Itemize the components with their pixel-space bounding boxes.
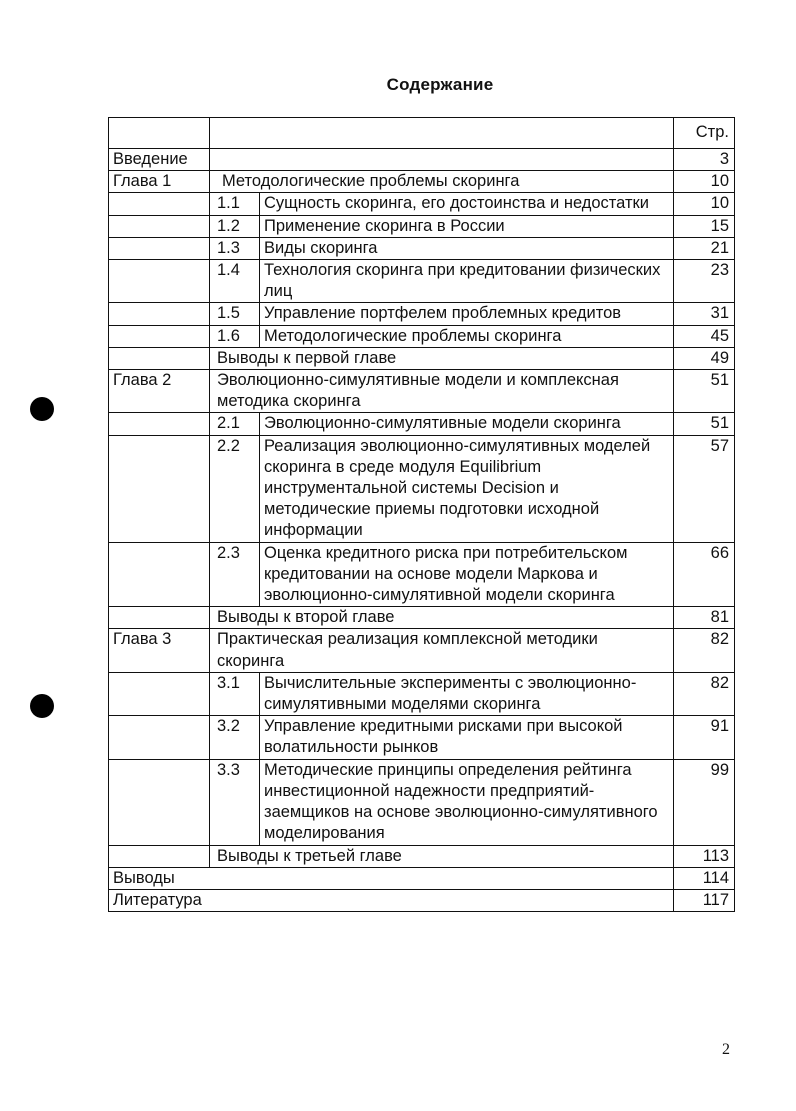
section-title: Оценка кредитного риска при потребительском кредитовании на основе модели Маркова и эволюционно-симулятивной модели скоринга xyxy=(260,542,674,607)
section-title: Эволюционно-симулятивные модели скоринга xyxy=(260,413,674,435)
toc-row-chapter-3 xyxy=(109,629,735,672)
section-number: 3.3 xyxy=(210,759,260,845)
chapter-conclusions-title: Выводы к второй главе xyxy=(210,607,674,629)
chapter-conclusions-page: 49 xyxy=(674,347,735,369)
section-page: 99 xyxy=(674,759,735,845)
chapter-1-title: Методологические проблемы скоринга xyxy=(210,171,674,193)
section-number: 2.2 xyxy=(210,435,260,542)
toc-row-section-3-1 xyxy=(109,672,735,715)
section-number: 3.2 xyxy=(210,716,260,759)
toc-row-section-1-5 xyxy=(109,303,735,325)
section-number: 3.1 xyxy=(210,672,260,715)
toc-row-section-1-1 xyxy=(109,193,735,215)
chapter-2-label: Глава 2 xyxy=(109,370,210,413)
section-page: 23 xyxy=(674,260,735,303)
chapter-3-page: 82 xyxy=(674,629,735,672)
toc-row-chapter-1-conclusions xyxy=(109,347,735,369)
toc-row-section-1-2 xyxy=(109,215,735,237)
section-title: Технология скоринга при кредитовании физических лиц xyxy=(260,260,674,303)
chapter-1-label: Глава 1 xyxy=(109,171,210,193)
toc-row-section-2-2 xyxy=(109,435,735,542)
toc-row-section-2-1 xyxy=(109,413,735,435)
section-page: 91 xyxy=(674,716,735,759)
toc-row-conclusions xyxy=(109,867,735,889)
toc-row-section-1-3 xyxy=(109,237,735,259)
toc-header-row xyxy=(109,118,735,149)
table-of-contents xyxy=(108,117,734,912)
toc-row-section-1-6 xyxy=(109,325,735,347)
toc-row-chapter-2-conclusions xyxy=(109,607,735,629)
section-title: Вычислительные эксперименты с эволюционно-симулятивными моделями скоринга xyxy=(260,672,674,715)
binder-hole xyxy=(30,694,54,718)
binder-hole xyxy=(30,397,54,421)
toc-row-chapter-2 xyxy=(109,370,735,413)
section-title: Реализация эволюционно-симулятивных моделей скоринга в среде модуля Equilibrium инструментальной системы Decision и методические приемы подготовки исходной информации xyxy=(260,435,674,542)
section-number: 1.3 xyxy=(210,237,260,259)
section-title: Применение скоринга в России xyxy=(260,215,674,237)
section-number: 1.2 xyxy=(210,215,260,237)
section-page: 31 xyxy=(674,303,735,325)
section-page: 21 xyxy=(674,237,735,259)
section-page: 57 xyxy=(674,435,735,542)
chapter-conclusions-page: 81 xyxy=(674,607,735,629)
section-page: 10 xyxy=(674,193,735,215)
conclusions-label: Выводы xyxy=(109,867,674,889)
toc-row-section-1-4 xyxy=(109,260,735,303)
section-title: Сущность скоринга, его достоинства и недостатки xyxy=(260,193,674,215)
page-title: Содержание xyxy=(386,75,494,94)
chapter-3-label: Глава 3 xyxy=(109,629,210,672)
chapter-2-page: 51 xyxy=(674,370,735,413)
introduction-label: Введение xyxy=(109,149,210,171)
section-title: Виды скоринга xyxy=(260,237,674,259)
chapter-3-title: Практическая реализация комплексной методики скоринга xyxy=(210,629,674,672)
chapter-1-page: 10 xyxy=(674,171,735,193)
section-page: 51 xyxy=(674,413,735,435)
section-page: 45 xyxy=(674,325,735,347)
toc-row-chapter-1 xyxy=(109,171,735,193)
chapter-conclusions-page: 113 xyxy=(674,845,735,867)
section-number: 1.5 xyxy=(210,303,260,325)
section-page: 82 xyxy=(674,672,735,715)
toc-row-section-3-3 xyxy=(109,759,735,845)
introduction-page: 3 xyxy=(674,149,735,171)
section-number: 2.1 xyxy=(210,413,260,435)
literature-label: Литература xyxy=(109,889,674,911)
page-column-header: Стр. xyxy=(674,118,735,149)
section-number: 1.4 xyxy=(210,260,260,303)
chapter-conclusions-title: Выводы к первой главе xyxy=(210,347,674,369)
section-number: 1.1 xyxy=(210,193,260,215)
chapter-2-title: Эволюционно-симулятивные модели и комплексная методика скоринга xyxy=(210,370,674,413)
toc-row-section-2-3 xyxy=(109,542,735,607)
toc-row-section-3-2 xyxy=(109,716,735,759)
page-number: 2 xyxy=(722,1041,730,1058)
toc-row-introduction xyxy=(109,149,735,171)
toc-table xyxy=(108,117,735,912)
section-title: Методологические проблемы скоринга xyxy=(260,325,674,347)
chapter-conclusions-title: Выводы к третьей главе xyxy=(210,845,674,867)
section-title: Управление кредитными рисками при высокой волатильности рынков xyxy=(260,716,674,759)
conclusions-page: 114 xyxy=(674,867,735,889)
section-title: Управление портфелем проблемных кредитов xyxy=(260,303,674,325)
section-page: 66 xyxy=(674,542,735,607)
section-number: 2.3 xyxy=(210,542,260,607)
literature-page: 117 xyxy=(674,889,735,911)
toc-row-literature xyxy=(109,889,735,911)
section-title: Методические принципы определения рейтинга инвестиционной надежности предприятий-заемщиков на основе эволюционно-симулятивного моделирования xyxy=(260,759,674,845)
toc-row-chapter-3-conclusions xyxy=(109,845,735,867)
section-page: 15 xyxy=(674,215,735,237)
section-number: 1.6 xyxy=(210,325,260,347)
